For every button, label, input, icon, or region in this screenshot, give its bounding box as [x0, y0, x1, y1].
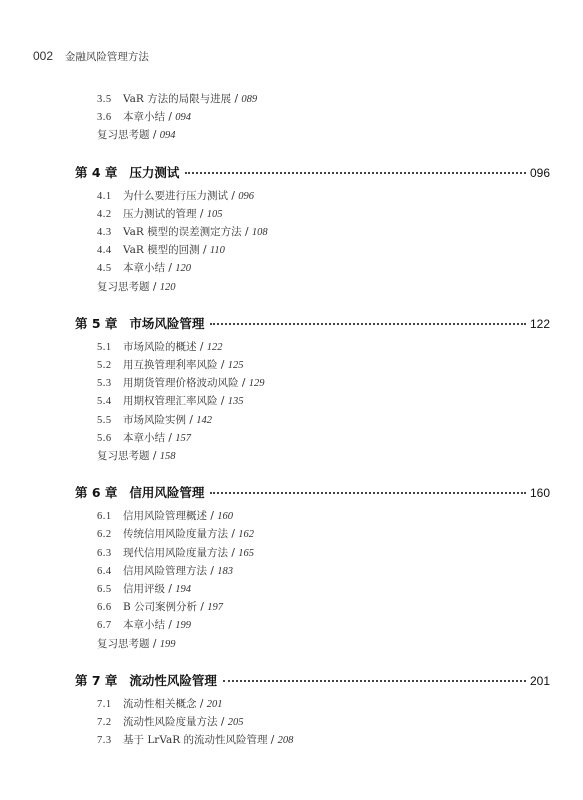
section-page: 120: [159, 281, 176, 293]
toc-review-entry[interactable]: [97, 449, 175, 464]
toc-entry[interactable]: [97, 546, 254, 561]
section-number: 5.1: [97, 341, 112, 353]
section-title: 本章小结: [123, 431, 165, 444]
section-page: 089: [241, 94, 258, 105]
section-page: 142: [196, 414, 212, 426]
separator: /: [149, 129, 160, 142]
separator: /: [165, 262, 176, 275]
chapter-number: 第 7 章: [75, 672, 118, 688]
section-page: 129: [248, 378, 265, 390]
section-page: 105: [206, 208, 223, 220]
toc-entry[interactable]: [97, 564, 233, 579]
chapter-number: 第 5 章: [75, 315, 118, 331]
section-number: 6.5: [97, 584, 112, 595]
chapter-page: 160: [529, 486, 550, 501]
separator: /: [149, 637, 160, 650]
page-number: 002: [33, 49, 54, 63]
section-page: 165: [238, 547, 254, 559]
chapter-title: 市场风险管理: [129, 315, 205, 331]
section-title: 复习思考题: [97, 280, 150, 293]
toc-entry[interactable]: [97, 189, 254, 204]
section-number: 6.1: [97, 511, 112, 523]
section-page: 125: [227, 360, 244, 371]
section-title: VaR 方法的局限与进展: [123, 93, 232, 105]
toc-entry[interactable]: [97, 431, 191, 446]
toc-entry[interactable]: [97, 509, 233, 524]
section-number: 7.2: [97, 717, 112, 728]
separator: /: [228, 546, 239, 559]
toc-review-entry[interactable]: [97, 637, 175, 652]
section-title: 复习思考题: [97, 637, 150, 650]
section-page: 135: [227, 396, 244, 408]
section-title: 市场风险的概述: [123, 340, 197, 353]
section-title: 用互换管理利率风险: [123, 359, 218, 371]
separator: /: [186, 413, 197, 426]
separator: /: [238, 377, 249, 390]
section-title: VaR 模型的回测: [123, 244, 200, 257]
toc-entry[interactable]: [97, 207, 222, 222]
section-title: 传统信用风险度量方法: [123, 528, 228, 541]
section-title: 现代信用风险度量方法: [123, 546, 228, 559]
section-page: 157: [175, 432, 191, 444]
chapter-page: 122: [529, 316, 550, 331]
chapter-heading[interactable]: [75, 671, 550, 689]
separator: /: [165, 583, 176, 595]
section-number: 7.3: [97, 735, 112, 747]
toc-entry[interactable]: [97, 376, 264, 391]
separator: /: [165, 111, 176, 124]
toc-entry[interactable]: [97, 92, 257, 107]
toc-entry[interactable]: [97, 358, 243, 373]
leader-dots: [210, 323, 526, 325]
section-number: 4.1: [97, 190, 112, 202]
section-number: 6.6: [97, 602, 112, 614]
section-title: 复习思考题: [97, 450, 150, 462]
toc-entry[interactable]: [97, 697, 222, 712]
section-number: 6.2: [97, 529, 112, 541]
chapter-title: 信用风险管理: [129, 485, 205, 501]
toc-entry[interactable]: [97, 582, 191, 597]
section-title: 为什么要进行压力测试: [123, 189, 228, 202]
toc-entry[interactable]: [97, 733, 293, 748]
chapter-title: 压力测试: [129, 164, 180, 180]
separator: /: [217, 395, 228, 408]
section-number: 4.3: [97, 227, 112, 238]
section-title: 本章小结: [123, 619, 165, 632]
section-title: B 公司案例分析: [123, 601, 198, 614]
section-title: VaR 模型的误差测定方法: [123, 226, 242, 238]
section-page: 108: [251, 227, 268, 238]
section-number: 4.5: [97, 263, 112, 275]
separator: /: [228, 528, 239, 541]
chapter-heading[interactable]: [75, 163, 550, 181]
section-title: 压力测试的管理: [123, 207, 197, 220]
separator: /: [207, 564, 218, 577]
separator: /: [217, 716, 228, 728]
toc-review-entry[interactable]: [97, 280, 175, 295]
section-number: 4.2: [97, 208, 112, 220]
toc-entry[interactable]: [97, 600, 223, 615]
separator: /: [165, 619, 176, 632]
separator: /: [228, 189, 239, 202]
chapter-title: 流动性风险管理: [129, 672, 217, 688]
section-number: 3.6: [97, 112, 112, 124]
leader-dots: [210, 492, 526, 494]
separator: /: [241, 226, 252, 238]
section-title: 用期货管理价格波动风险: [123, 377, 239, 390]
separator: /: [196, 697, 207, 710]
separator: /: [196, 207, 207, 220]
section-page: 122: [206, 341, 223, 353]
separator: /: [231, 93, 242, 105]
section-number: 5.4: [97, 396, 112, 408]
section-number: 7.1: [97, 698, 112, 710]
section-page: 162: [238, 529, 254, 541]
toc-review-entry[interactable]: [97, 128, 175, 143]
book-title: 金融风险管理方法: [64, 51, 149, 63]
section-page: 183: [217, 565, 233, 577]
separator: /: [207, 510, 218, 523]
section-page: 208: [277, 735, 294, 747]
toc-entry[interactable]: [97, 394, 243, 409]
leader-dots: [185, 172, 526, 174]
section-page: 194: [175, 584, 191, 595]
section-title: 流动性风险度量方法: [123, 716, 218, 728]
section-number: 3.5: [97, 94, 112, 105]
toc-entry[interactable]: [97, 261, 191, 276]
toc-entry[interactable]: [97, 715, 243, 730]
section-title: 复习思考题: [97, 129, 150, 142]
section-page: 110: [209, 245, 225, 257]
section-page: 158: [159, 451, 176, 462]
separator: /: [165, 431, 176, 444]
section-page: 094: [175, 112, 191, 124]
section-title: 基于 LrVaR 的流动性风险管理: [123, 734, 268, 747]
separator: /: [217, 359, 228, 371]
section-title: 市场风险实例: [123, 413, 186, 426]
section-page: 199: [175, 620, 191, 632]
chapter-page: 096: [529, 165, 550, 180]
section-number: 6.7: [97, 620, 112, 632]
chapter-heading[interactable]: [75, 483, 550, 501]
separator: /: [196, 340, 207, 353]
chapter-page: 201: [529, 673, 550, 688]
section-number: 5.3: [97, 378, 112, 390]
toc-entry[interactable]: [97, 527, 254, 542]
section-page: 205: [227, 717, 244, 728]
section-number: 6.4: [97, 565, 112, 577]
chapter-heading[interactable]: [75, 314, 550, 332]
section-page: 197: [207, 602, 224, 614]
section-number: 6.3: [97, 547, 112, 559]
separator: /: [199, 244, 210, 257]
section-page: 160: [217, 511, 233, 523]
separator: /: [149, 450, 160, 462]
toc-entry[interactable]: [97, 618, 191, 633]
section-title: 信用评级: [123, 583, 165, 595]
toc-entry[interactable]: [97, 340, 222, 355]
section-page: 120: [175, 263, 191, 275]
section-number: 5.2: [97, 360, 112, 371]
section-page: 199: [159, 638, 176, 650]
section-title: 本章小结: [123, 111, 165, 124]
section-title: 流动性相关概念: [123, 697, 197, 710]
leader-dots: [223, 680, 526, 682]
section-title: 用期权管理汇率风险: [123, 395, 218, 408]
toc-entry[interactable]: [97, 225, 268, 240]
chapter-number: 第 4 章: [75, 164, 118, 180]
separator: /: [267, 734, 278, 747]
section-page: 201: [206, 698, 223, 710]
section-page: 096: [238, 190, 254, 202]
toc-entry[interactable]: [97, 413, 212, 428]
running-header: [33, 49, 149, 64]
section-title: 信用风险管理概述: [123, 510, 207, 523]
toc-entry[interactable]: [97, 243, 225, 258]
toc-entry[interactable]: [97, 110, 191, 125]
section-number: 5.6: [97, 432, 112, 444]
section-number: 5.5: [97, 414, 112, 426]
section-number: 4.4: [97, 245, 112, 257]
section-title: 信用风险管理方法: [123, 564, 207, 577]
chapter-number: 第 6 章: [75, 485, 118, 501]
separator: /: [149, 280, 160, 293]
section-page: 094: [159, 130, 176, 142]
section-title: 本章小结: [123, 262, 165, 275]
separator: /: [197, 601, 208, 614]
